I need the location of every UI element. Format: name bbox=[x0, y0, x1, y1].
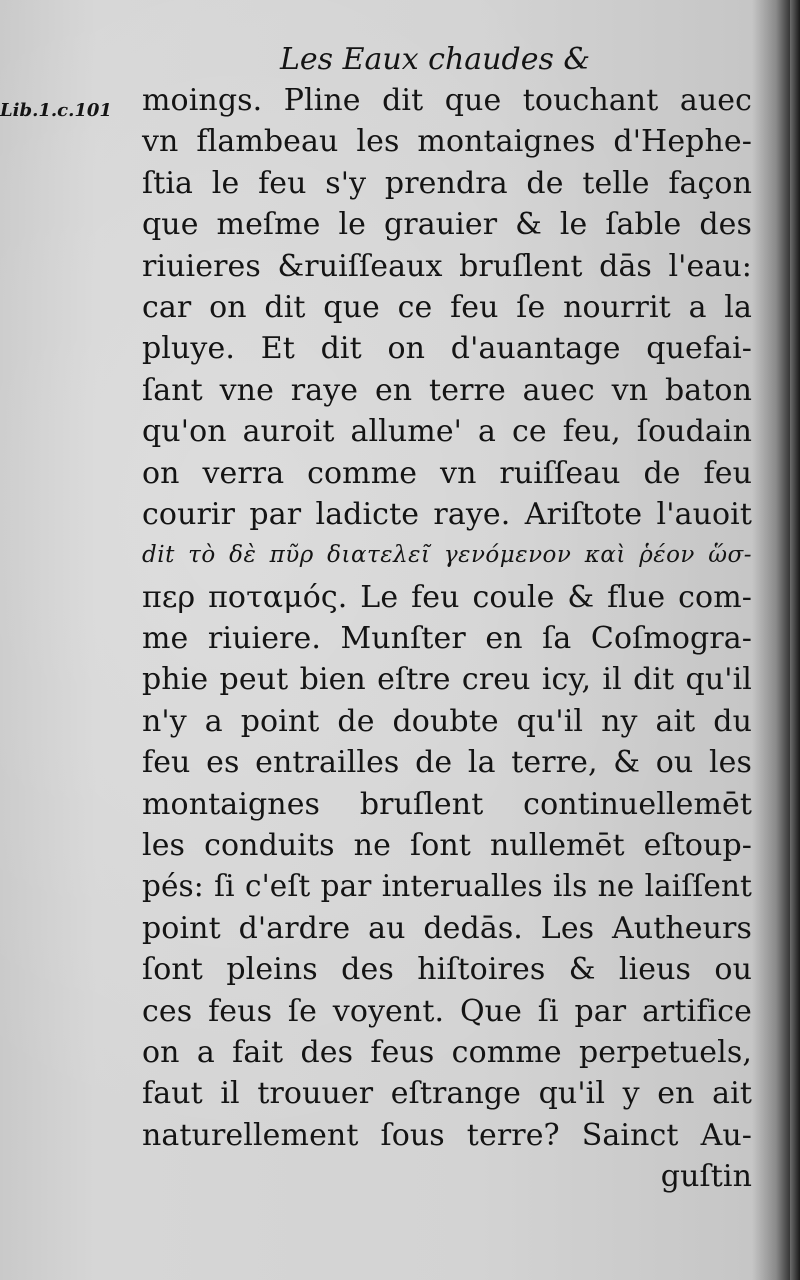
text-line: naturellement ſous terre? Sainct Au- bbox=[142, 1117, 752, 1153]
text-line: me riuiere. Munſter en ſa Coſmogra- bbox=[142, 621, 752, 657]
body-text bbox=[142, 80, 752, 1198]
running-head: Les Eaux chaudes & bbox=[280, 42, 591, 77]
page-edge-shadow bbox=[790, 0, 800, 1280]
text-line: qu'on auroit allume' a ce feu, ſoudain bbox=[142, 414, 752, 450]
text-line: phie peut bien eſtre creu icy, il dit qu'il bbox=[142, 662, 752, 698]
margin-note: Lib.1.c.101 bbox=[0, 100, 112, 121]
text-line: point d'ardre au dedās. Les Autheurs bbox=[142, 910, 752, 946]
text-line: on verra comme vn ruiſſeau de feu bbox=[142, 455, 752, 491]
catchword-line: guſtin bbox=[660, 1159, 752, 1195]
text-line: faut il trouuer eſtrange qu'il y en ait bbox=[142, 1076, 752, 1112]
text-line: montaignes bruſlent continuellemēt bbox=[142, 786, 752, 822]
greek-quote-line: dit τὸ δὲ πῦρ διατελεῖ γενόμενον καὶ ῥέον ὥσ- bbox=[142, 542, 752, 569]
text-line: que meſme le grauier & le ſable des bbox=[142, 207, 752, 243]
text-line: ſant vne raye en terre auec vn baton bbox=[142, 372, 752, 408]
text-line: courir par ladicte raye. Ariſtote l'auoit bbox=[142, 496, 752, 532]
text-line: ces feus ſe voyent. Que ſi par artifice bbox=[142, 993, 752, 1029]
text-line: περ ποταμός. Le feu coule & flue com- bbox=[142, 579, 752, 615]
text-line: n'y a point de doubte qu'il ny ait du bbox=[142, 703, 752, 739]
text-line: on a fait des feus comme perpetuels, bbox=[142, 1034, 752, 1070]
text-line: car on dit que ce feu ſe nourrit a la bbox=[142, 289, 752, 325]
text-line: riuieres &ruiſſeaux bruſlent dās l'eau: bbox=[142, 248, 752, 284]
text-line: ſtia le feu s'y prendra de telle façon bbox=[142, 165, 752, 201]
text-line: pés: ſi c'eſt par interualles ils ne laiſſent bbox=[142, 869, 752, 904]
text-line: feu es entrailles de la terre, & ou les bbox=[142, 745, 752, 781]
text-line: ſont pleins des hiſtoires & lieus ou bbox=[142, 952, 752, 988]
text-line: pluye. Et dit on d'auantage quefai- bbox=[142, 331, 752, 367]
text-line: vn flambeau les montaignes d'Hephe- bbox=[142, 124, 752, 160]
text-line: moings. Pline dit que touchant auec bbox=[142, 83, 752, 118]
text-line: les conduits ne ſont nullemēt eſtoup- bbox=[142, 828, 752, 864]
